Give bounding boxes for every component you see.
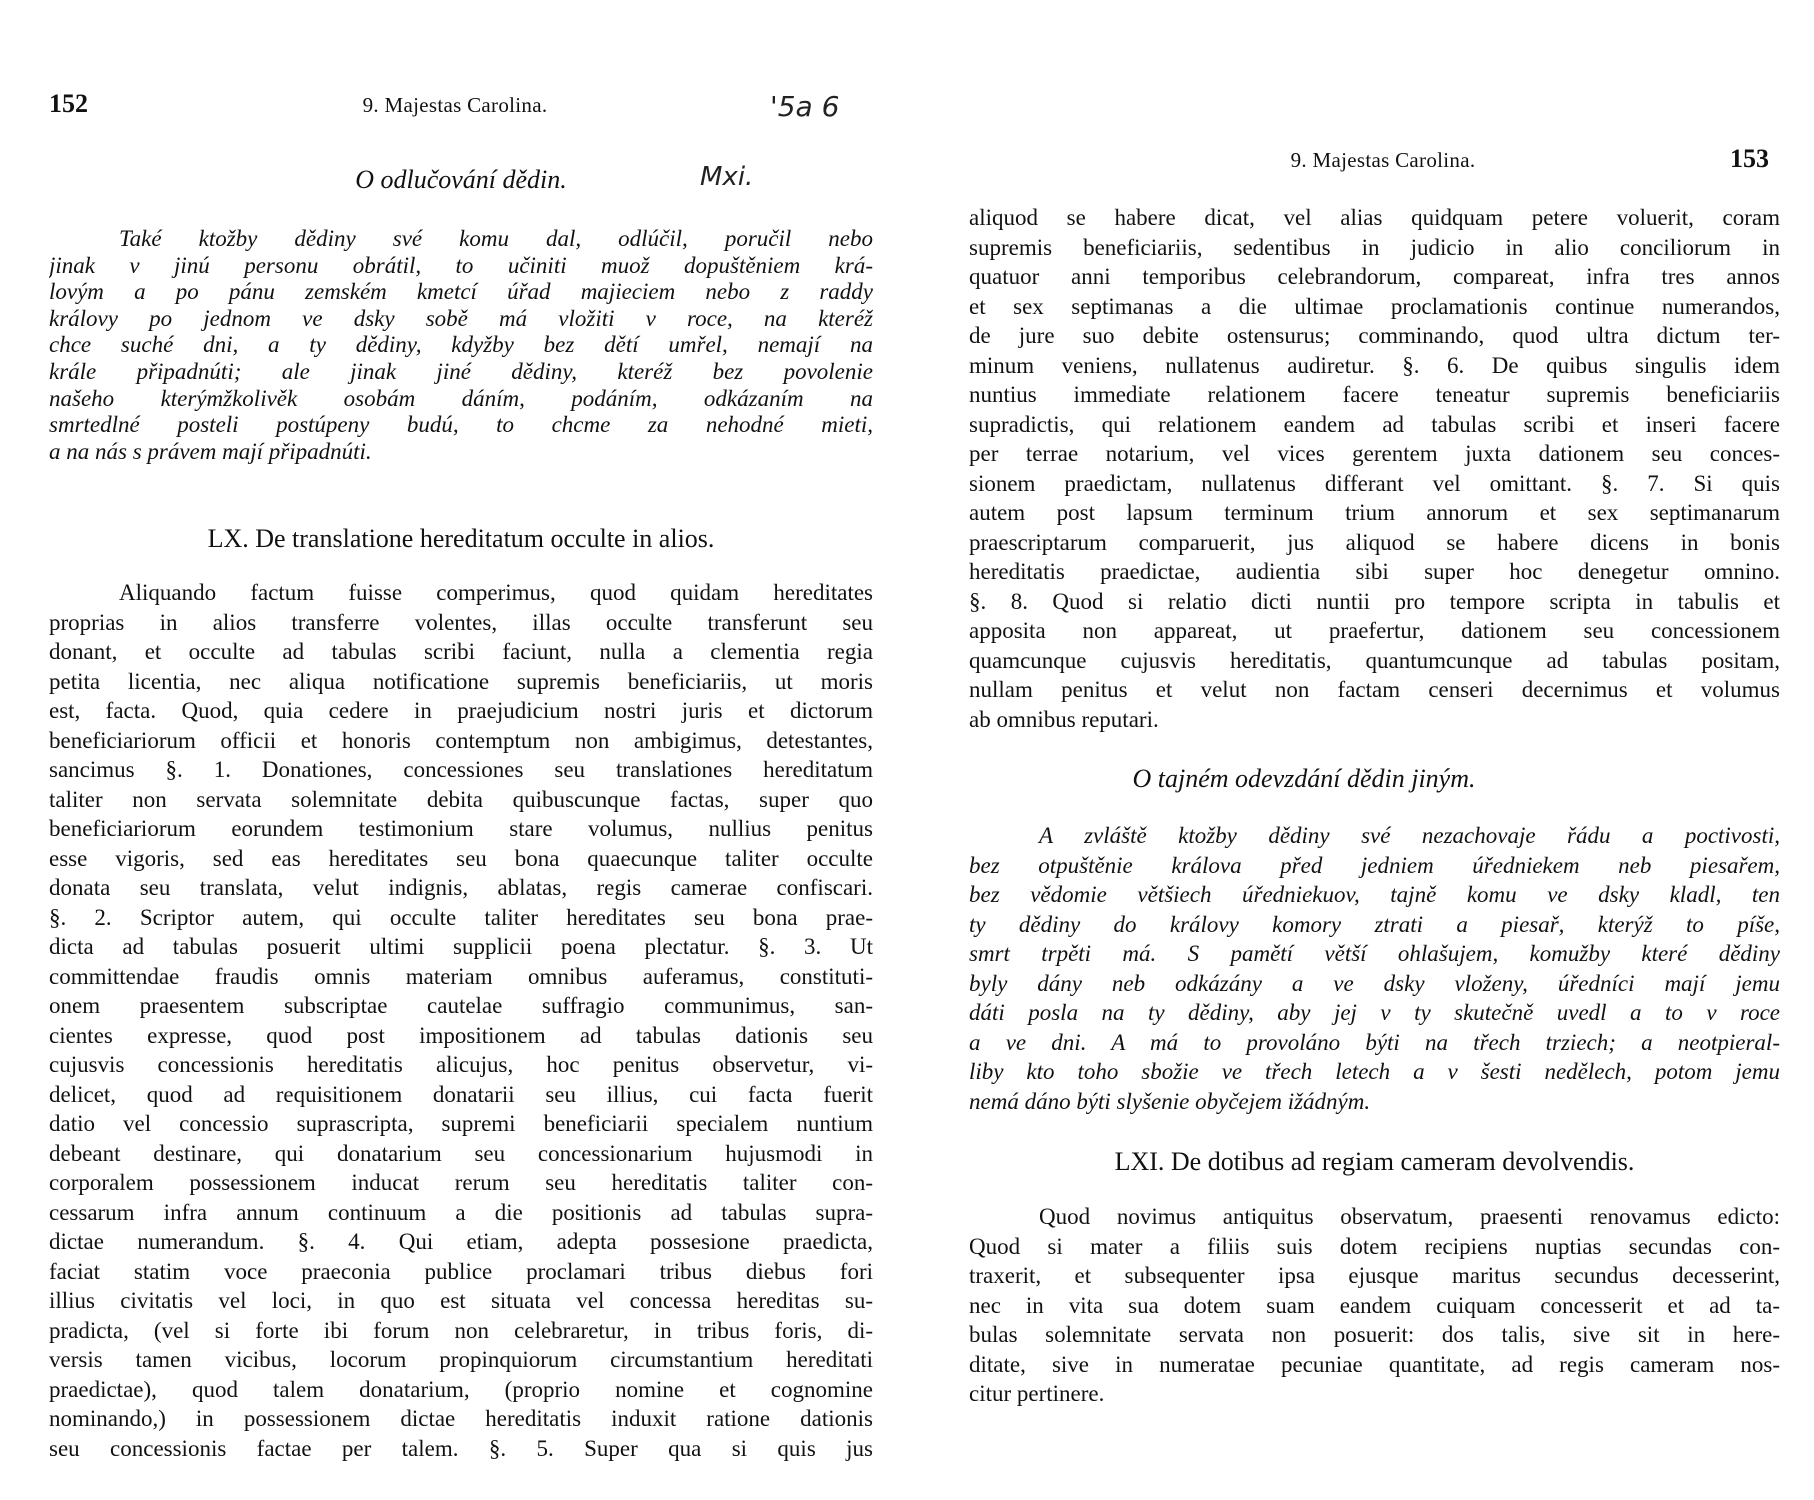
text-line: et sex septimanas a die ultimae proclamationis continue numerandos, xyxy=(969,293,1780,319)
text-line: committendae fraudis omnis materiam omnibus auferamus, constituti- xyxy=(49,963,873,989)
text-line: apposita non appareat, ut praefertur, dationem seu concessionem xyxy=(969,618,1780,643)
text-line: A zvláště ktožby dědiny své nezachovaje řádu a poctivosti, xyxy=(1039,823,1780,848)
text-line: a na nás s právem mají připadnúti. xyxy=(49,438,372,464)
text-line: cientes expresse, quod post impositionem ad tabulas dationis seu xyxy=(49,1022,873,1048)
text-line: bulas solemnitate servata non posuerit: dos talis, sive sit in here- xyxy=(969,1322,1780,1347)
running-head-right: 9. Majestas Carolina. xyxy=(1290,148,1476,172)
text-line: dáti posla na ty dědiny, aby jej v ty skutečně uvedl a to v roce xyxy=(969,1000,1780,1025)
text-line: ty dědiny do královy komory ztrati a piesař, kterýž to píše, xyxy=(969,911,1780,937)
text-line: praescriptarum comparuerit, jus aliquod se habere dicens in bonis xyxy=(969,529,1780,555)
text-line: traxerit, et subsequenter ipsa ejusque maritus secundus decesserint, xyxy=(969,1263,1780,1288)
text-line: faciat statim voce praeconia publice proclamari tribus diebus fori xyxy=(49,1258,873,1284)
text-line: minum veniens, nullatenus audiretur. §. 6. De quibus singulis idem xyxy=(969,352,1780,378)
page-number-right: 153 xyxy=(1730,144,1769,173)
text-line: chce suché dni, a ty dědiny, kdyžby bez dětí umřel, nemají na xyxy=(49,332,873,358)
text-line: quamcunque cujusvis hereditatis, quantumcunque ad tabulas positam, xyxy=(969,647,1780,673)
text-line: pradicta, (vel si forte ibi forum non celebraretur, in tribus foris, di- xyxy=(49,1317,873,1343)
text-line: Quod si mater a filiis suis dotem recipiens nuptias secundas con- xyxy=(969,1233,1780,1259)
text-line: bez otpuštěnie králova před jedniem úředniekem neb piesařem, xyxy=(969,852,1780,878)
text-line: jinak v jinú personu obrátil, to učiniti muož dopuštěniem krá- xyxy=(49,252,873,278)
text-line: dicta ad tabulas posuerit ultimi supplicii poena plectatur. §. 3. Ut xyxy=(49,934,873,959)
text-line: datio vel concessio suprascripta, supremi beneficiarii specialem nuntium xyxy=(49,1111,873,1136)
text-line: per terrae notarium, vel vices gerentem juxta dationem seu conces- xyxy=(969,441,1780,466)
text-line: sionem praedictam, nullatenus differant vel omittant. §. 7. Si quis xyxy=(969,470,1780,496)
text-line: donant, et occulte ad tabulas scribi faciunt, nulla a clementia regia xyxy=(49,639,873,664)
text-line: est, facta. Quod, quia cedere in praejudicium nostri juris et dictorum xyxy=(49,698,873,723)
text-line: nemá dáno býti slyšenie obyčejem ižádným. xyxy=(969,1088,1371,1114)
text-line: §. 2. Scriptor autem, qui occulte taliter hereditates seu bona prae- xyxy=(49,904,873,930)
text-line: nuntius immediate relationem facere teneatur supremis beneficiariis xyxy=(969,382,1780,407)
text-line: praedictae), quod talem donatarium, (proprio nomine et cognomine xyxy=(49,1376,873,1402)
text-line: nullam penitus et velut non factam censeri decernimus et volumus xyxy=(969,677,1780,702)
text-line: cessarum infra annum continuum a die positionis ad tabulas supra- xyxy=(49,1199,873,1225)
czech-paragraph-right xyxy=(969,821,1780,1116)
text-line: ditate, sive in numeratae pecuniae quantitate, ad regis cameram nos- xyxy=(969,1351,1780,1377)
text-line: beneficiariorum officii et honoris contemptum non ambigimus, detestantes, xyxy=(49,727,873,753)
latin-paragraph-right xyxy=(969,203,1780,734)
text-line: a ve dni. A má to provoláno býti na třech trziech; a neotpieral- xyxy=(969,1029,1780,1055)
text-line: cujusvis concessionis hereditatis alicujus, hoc penitus observetur, vi- xyxy=(49,1052,873,1077)
text-line: petita licentia, nec aliqua notificatione supremis beneficiariis, ut moris xyxy=(49,668,873,694)
text-line: našeho kterýmžkolivěk osobám dáním, podáním, odkázaním na xyxy=(49,385,873,411)
text-line: versis tamen vicibus, locorum propinquiorum circumstantium hereditati xyxy=(49,1347,873,1372)
running-head-left: 9. Majestas Carolina. xyxy=(362,93,548,117)
text-line: beneficiariorum eorundem testimonium stare volumus, nullius penitus xyxy=(49,816,873,841)
text-line: byly dány neb odkázány a ve dsky vloženy, úředníci mají jemu xyxy=(969,970,1780,996)
text-line: corporalem possessionem inducat rerum seu hereditatis taliter con- xyxy=(49,1170,873,1195)
text-line: smrt trpěti má. S pamětí větší ohlašujem, komužby které dědiny xyxy=(969,941,1780,966)
text-line: Také ktožby dědiny své komu dal, odlúčil, poručil nebo xyxy=(119,226,873,251)
text-line: autem post lapsum terminum trium annorum et sex septimanarum xyxy=(969,500,1780,525)
text-line: onem praesentem subscriptae cautelae suffragio communimus, san- xyxy=(49,993,873,1018)
text-line: aliquod se habere dicat, vel alias quidquam petere voluerit, coram xyxy=(969,205,1780,230)
latin-paragraph-left xyxy=(49,578,873,1463)
text-line: nominando,) in possessionem dictae hereditatis induxit ratione dationis xyxy=(49,1406,873,1431)
latin-paragraph-right-2 xyxy=(969,1202,1780,1409)
text-line: citur pertinere. xyxy=(969,1381,1105,1406)
text-line: esse vigoris, sed eas hereditates seu bona quaecunque taliter occulte xyxy=(49,845,873,871)
text-line: bez vědomie většiech úředniekuov, tajně komu ve dsky kladl, ten xyxy=(969,882,1780,907)
text-line: proprias in alios transferre volentes, illas occulte transferunt seu xyxy=(49,609,873,635)
text-line: ab omnibus reputari. xyxy=(969,706,1159,732)
text-line: §. 8. Quod si relatio dicti nuntii pro tempore scripta in tabulis et xyxy=(969,588,1780,614)
section-heading-lx: LX. De translatione hereditatum occulte in alios. xyxy=(207,524,715,553)
section-heading-czech-left: O odlučování dědin. xyxy=(355,165,567,194)
text-line: liby kto toho sbožie ve třech letech a v šesti nedělech, potom jemu xyxy=(969,1059,1780,1084)
text-line: sancimus §. 1. Donationes, concessiones seu translationes hereditatum xyxy=(49,757,873,782)
text-line: krále připadnúti; ale jinak jiné dědiny, kteréž bez povolenie xyxy=(49,358,873,384)
text-line: delicet, quod ad requisitionem donatarii seu illius, cui facta fuerit xyxy=(49,1081,873,1107)
czech-paragraph-left xyxy=(49,226,873,465)
text-line: smrtedlné posteli postúpeny budú, to chcme za nehodné mieti, xyxy=(49,412,873,438)
text-line: nec in vita sua dotem suam eandem cuiquam concesserit et ad ta- xyxy=(969,1292,1780,1318)
text-line: lovým a po pánu zemském kmetcí úřad majieciem nebo z raddy xyxy=(49,279,873,305)
text-line: de jure suo debite ostensurus; comminando, quod ultra dictum ter- xyxy=(969,323,1780,348)
text-line: debeant destinare, qui donatarium seu concessionarium hujusmodi in xyxy=(49,1140,873,1166)
text-line: supradictis, qui relationem eandem ad tabulas scribi et inseri facere xyxy=(969,411,1780,437)
text-line: donata seu translata, velut indignis, ablatas, regis camerae confiscari. xyxy=(49,875,873,900)
section-heading-lxi: LXI. De dotibus ad regiam cameram devolvendis. xyxy=(1114,1147,1635,1176)
page-number-left: 152 xyxy=(49,89,88,118)
text-line: dictae numerandum. §. 4. Qui etiam, adepta possesione praedicta, xyxy=(49,1229,873,1254)
text-line: supremis beneficiariis, sedentibus in judicio in alio conciliorum in xyxy=(969,234,1780,260)
text-line: hereditatis praedictae, audientia sibi super hoc denegetur omnino. xyxy=(969,559,1780,584)
handwritten-note: '5a 6 xyxy=(770,90,840,123)
text-line: Quod novimus antiquitus observatum, praesenti renovamus edicto: xyxy=(1039,1204,1780,1229)
text-line: seu concessionis factae per talem. §. 5. Super qua si quis jus xyxy=(49,1435,873,1461)
text-line: taliter non servata solemnitate debita quibuscunque factas, super quo xyxy=(49,786,873,812)
text-line: illius civitatis vel loci, in quo est situata vel concessa hereditas su- xyxy=(49,1288,873,1313)
section-heading-czech-right: O tajném odevzdání dědin jiným. xyxy=(1132,764,1476,793)
text-line: quatuor anni temporibus celebrandorum, compareat, infra tres annos xyxy=(969,264,1780,289)
text-line: královy po jednom ve dsky sobě má vložiti v roce, na kteréž xyxy=(49,305,873,331)
text-line: Aliquando factum fuisse comperimus, quod quidam hereditates xyxy=(119,580,873,605)
handwritten-note: Mxi. xyxy=(700,162,754,192)
